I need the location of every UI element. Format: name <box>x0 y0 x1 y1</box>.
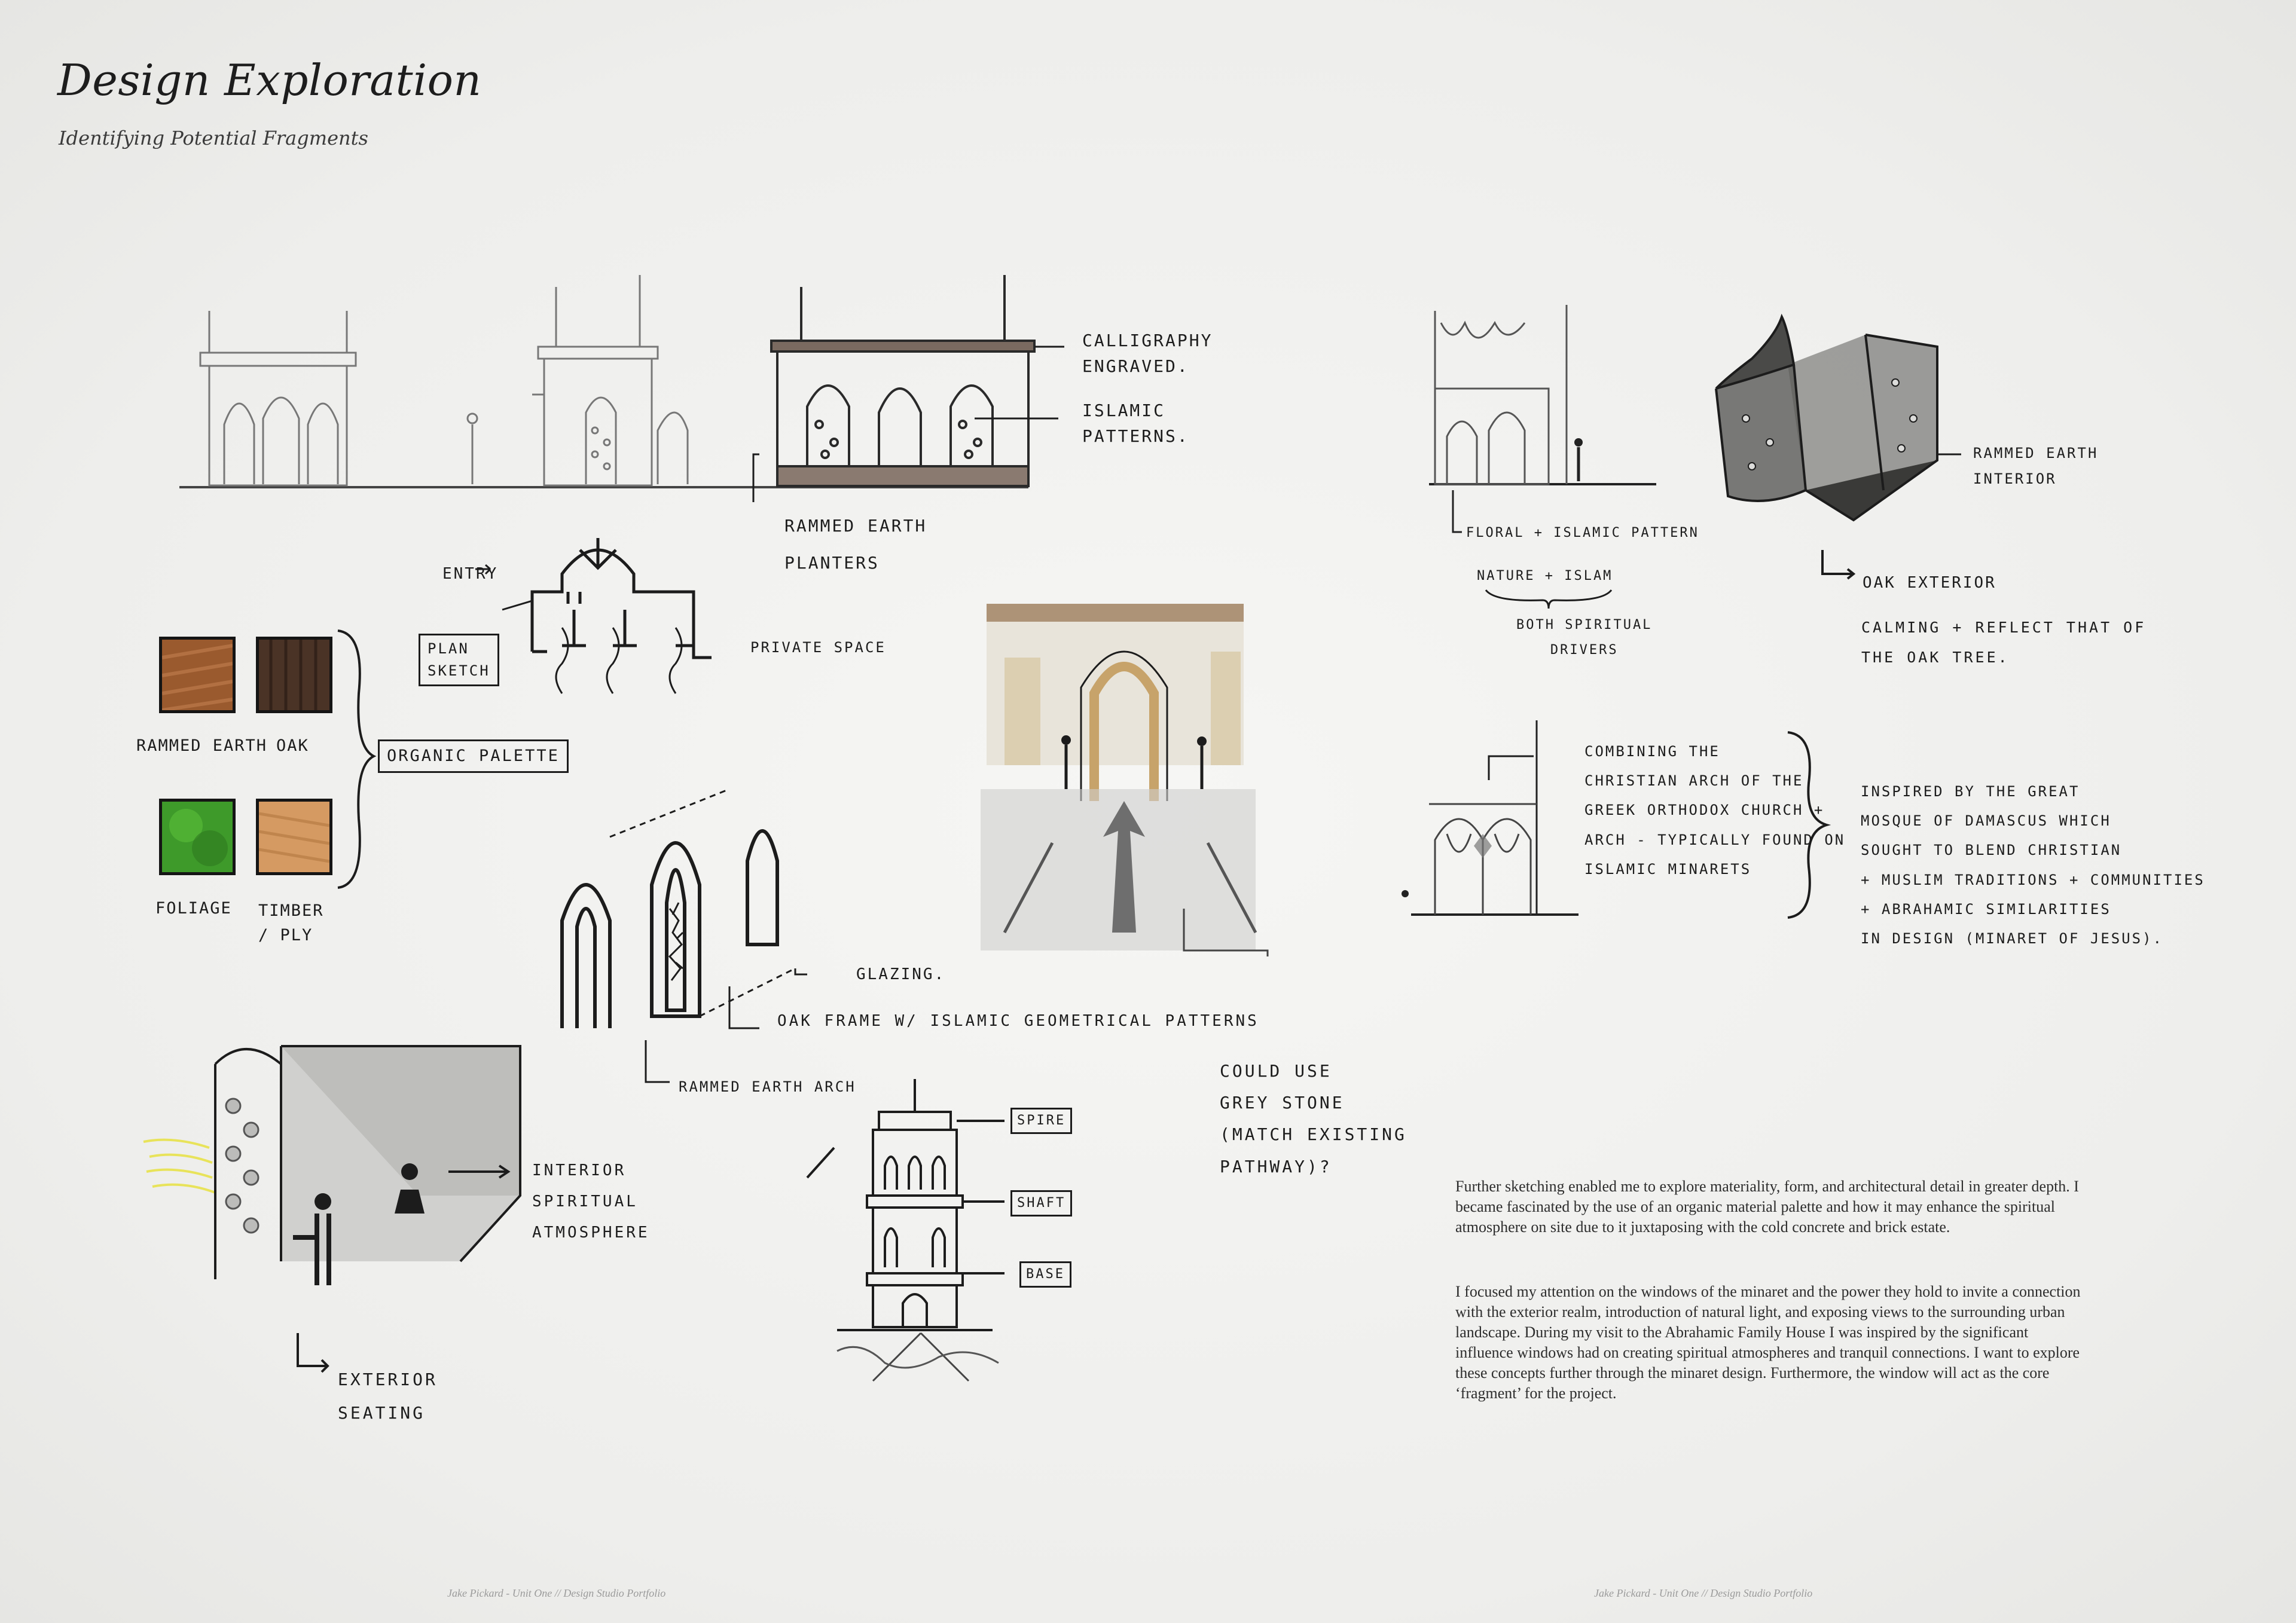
annotation-base: BASE <box>1019 1261 1071 1288</box>
annotation-calligraphy: CALLIGRAPHY ENGRAVED. <box>1082 331 1213 377</box>
oak-box-drawing <box>1698 311 1961 550</box>
annotation-planters: PLANTERS <box>784 553 880 573</box>
interior-cube-drawing <box>138 1040 532 1291</box>
swatch-foliage <box>159 799 236 875</box>
gateway-perspective-drawing <box>945 598 1280 956</box>
annotation-shaft: SHAFT <box>1010 1190 1072 1217</box>
page-subtitle: Identifying Potential Fragments <box>59 127 368 149</box>
palette-brace <box>332 628 380 891</box>
annotation-interior-spiritual: INTERIOR SPIRITUAL ATMOSPHERE <box>532 1162 650 1242</box>
annotation-oak-frame: OAK FRAME W/ ISLAMIC GEOMETRICAL PATTERNS <box>777 1012 1259 1030</box>
arch-study-drawing <box>550 789 825 1100</box>
exterior-seating-arrow <box>292 1330 340 1378</box>
annotation-calming: CALMING + REFLECT THAT OF THE OAK TREE. <box>1861 619 2147 666</box>
footer-left: Jake Pickard - Unit One // Design Studio Portfolio <box>447 1587 666 1599</box>
swatch-timber-ply <box>256 799 332 875</box>
annotation-nature-islam: NATURE + ISLAM <box>1477 568 1613 583</box>
page-title: Design Exploration <box>57 55 482 105</box>
swatch-oak <box>256 637 332 713</box>
annotation-private-space: PRIVATE SPACE <box>750 639 886 656</box>
nature-islam-brace <box>1483 587 1614 611</box>
annotation-oak-exterior: OAK EXTERIOR <box>1863 574 1996 592</box>
annotation-spire: SPIRE <box>1010 1108 1072 1134</box>
annotation-islamic-patterns: ISLAMIC PATTERNS. <box>1082 401 1189 447</box>
annotation-rammed-earth: RAMMED EARTH <box>784 516 927 536</box>
swatch-label-oak: OAK <box>276 736 309 755</box>
annotation-inspired: INSPIRED BY THE GREAT MOSQUE OF DAMASCUS WHICH SOUGHT TO BLEND CHRISTIAN + MUSLIM TRADITIONS + COMMUNITIES + ABRAHAMIC SIMILARITIES IN DESIGN (MINARET OF JESUS). <box>1861 783 2205 947</box>
annotation-entry: ENTRY <box>442 565 499 583</box>
annotation-spiritual-drivers: BOTH SPIRITUAL DRIVERS <box>1516 618 1653 658</box>
arch-combination-drawing <box>1399 720 1590 924</box>
swatch-label-rammed-earth: RAMMED EARTH <box>136 736 268 755</box>
body-paragraph-2: I focused my attention on the windows of the minaret and the power they hold to invite a connection with the exterior realm, introduction of natural light, and exposing views to the surrounding urban landscape. During my visit to the Abrahamic Family House I was inspired by the significant influence windows had on creating spiritual atmospheres and tranquil connections. I want to explore these concepts further through the minaret design. Furthermore, the window will act as the core ‘fragment’ for the project. <box>1455 1283 2081 1402</box>
annotation-combining: COMBINING THE CHRISTIAN ARCH OF THE GREEK ORTHODOX CHURCH + ARCH - TYPICALLY FOUND ON ISLAMIC MINARETS <box>1584 743 1846 878</box>
annotation-grey-stone: COULD USE GREY STONE (MATCH EXISTING PATHWAY)? <box>1220 1061 1407 1176</box>
swatch-label-timber-ply: TIMBER / PLY <box>258 901 324 945</box>
annotation-rammed-earth-interior: RAMMED EARTH INTERIOR <box>1973 445 2099 488</box>
annotation-glazing: GLAZING. <box>856 965 946 983</box>
annotation-organic-palette: ORGANIC PALETTE <box>378 739 569 773</box>
oak-exterior-arrow <box>1818 547 1860 583</box>
swatch-rammed-earth <box>159 637 236 713</box>
body-paragraph-1: Further sketching enabled me to explore materiality, form, and architectural detail in greater depth. I became fascinated by the use of an organic material palette and how it may enhance the spiritual atmosphere on site due to it juxtaposing with the cold concrete and brick estate. <box>1455 1178 2079 1236</box>
right-elevation-drawing <box>1417 299 1668 550</box>
annotation-plan-sketch: PLAN SKETCH <box>419 634 499 686</box>
swatch-label-foliage: FOLIAGE <box>155 899 232 918</box>
annotation-floral-pattern: FLORAL + ISLAMIC PATTERN <box>1466 525 1699 540</box>
footer-right: Jake Pickard - Unit One // Design Studio Portfolio <box>1594 1587 1813 1599</box>
elevation-sketch-row <box>173 263 1070 502</box>
annotation-exterior-seating: EXTERIOR SEATING <box>338 1370 438 1423</box>
annotation-rammed-earth-arch: RAMMED EARTH ARCH <box>679 1078 856 1095</box>
combining-brace <box>1785 729 1833 921</box>
